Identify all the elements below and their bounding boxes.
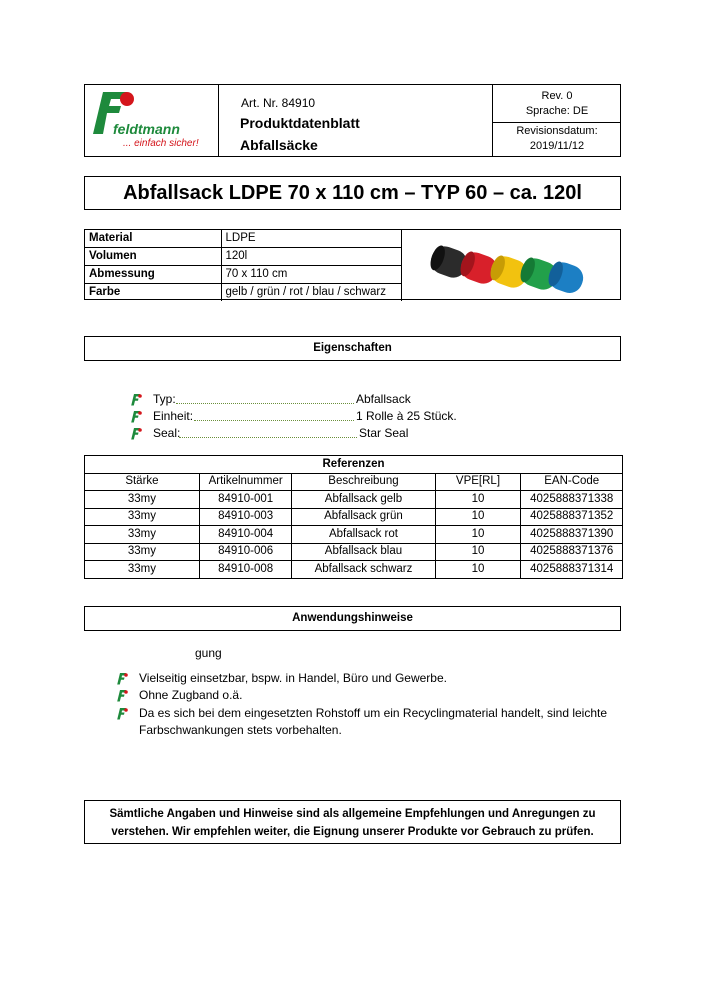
material-value: 70 x 110 cm	[221, 266, 401, 284]
table-cell: 4025888371314	[521, 561, 623, 579]
property-value: 1 Rolle à 25 Stück.	[356, 409, 457, 423]
material-value: gelb / grün / rot / blau / schwarz	[221, 284, 401, 302]
table-header-row	[85, 473, 623, 491]
property-label: Typ:	[153, 392, 176, 406]
feldtmann-f-icon	[116, 672, 128, 685]
document-type: Produktdatenblatt	[240, 115, 360, 131]
dotted-leader	[176, 403, 354, 404]
table-cell: 10	[435, 561, 521, 579]
material-key: Volumen	[85, 248, 221, 266]
divider	[493, 122, 621, 123]
revision-date: 2019/11/12	[529, 140, 585, 152]
table-cell: Abfallsack grün	[292, 508, 435, 526]
product-title: Abfallsack LDPE 70 x 110 cm – TYP 60 – ca. 120l	[84, 176, 621, 210]
material-key: Material	[85, 230, 221, 248]
clipped-text-fragment: gung	[195, 646, 222, 660]
table-row	[85, 230, 401, 248]
feldtmann-f-icon	[130, 393, 142, 406]
disclaimer-line: verstehen. Wir empfehlen weiter, die Eignung unserer Produkte vor Gebrauch zu prüfen.	[111, 826, 594, 838]
slogan: ... einfach sicher!	[123, 138, 199, 149]
table-cell: 33my	[85, 508, 200, 526]
table-cell: 10	[435, 508, 521, 526]
material-table	[84, 229, 621, 300]
disclaimer-line: Sämtliche Angaben und Hinweise sind als allgemeine Empfehlungen und Anregungen zu	[109, 808, 596, 820]
table-cell: 10	[435, 543, 521, 561]
property-label: Seal:	[153, 426, 181, 440]
table-cell: Abfallsack rot	[292, 526, 435, 544]
revision-date-label: Revisionsdatum:	[516, 125, 598, 137]
table-row	[85, 284, 401, 302]
usage-text: Ohne Zugband o.ä.	[139, 688, 243, 702]
product-category: Abfallsäcke	[240, 137, 318, 153]
property-row	[130, 425, 470, 442]
table-cell: 10	[435, 491, 521, 509]
table-cell: 4025888371352	[521, 508, 623, 526]
table-row	[85, 561, 623, 579]
table-cell: Abfallsack blau	[292, 543, 435, 561]
feldtmann-f-icon	[130, 410, 142, 423]
table-cell: 33my	[85, 526, 200, 544]
usage-text: Da es sich bei dem eingesetzten Rohstoff um ein Recyclingmaterial handelt, sind leichte Farbschwankungen stets vorbehalten.	[139, 706, 608, 737]
table-cell: 84910-008	[199, 561, 292, 579]
table-row	[85, 248, 401, 266]
table-cell: 4025888371338	[521, 491, 623, 509]
logo-cell	[85, 85, 219, 156]
logo-text: feldtmann	[113, 121, 180, 137]
table-row	[85, 508, 623, 526]
table-cell: 84910-001	[199, 491, 292, 509]
usage-item	[116, 687, 616, 704]
property-row	[130, 408, 470, 425]
column-header: Artikelnummer	[199, 473, 292, 491]
table-cell: 33my	[85, 543, 200, 561]
table-cell: 10	[435, 526, 521, 544]
table-title-row	[85, 456, 623, 474]
column-header: Beschreibung	[292, 473, 435, 491]
usage-item	[116, 705, 616, 741]
property-value: Abfallsack	[356, 392, 411, 406]
revision-cell	[492, 85, 621, 156]
table-cell: 4025888371376	[521, 543, 623, 561]
feldtmann-f-icon	[116, 689, 128, 702]
column-header: VPE[RL]	[435, 473, 521, 491]
table-row	[85, 526, 623, 544]
column-header: EAN-Code	[521, 473, 623, 491]
properties-header: Eigenschaften	[84, 336, 621, 361]
usage-header: Anwendungshinweise	[84, 606, 621, 631]
table-cell: 84910-006	[199, 543, 292, 561]
material-value: LDPE	[221, 230, 401, 248]
usage-text: Vielseitig einsetzbar, bspw. in Handel, Büro und Gewerbe.	[139, 671, 447, 685]
table-row	[85, 543, 623, 561]
table-cell: 84910-004	[199, 526, 292, 544]
dotted-leader	[194, 420, 354, 421]
material-key: Abmessung	[85, 266, 221, 284]
table-cell: Abfallsack gelb	[292, 491, 435, 509]
feldtmann-f-icon	[116, 707, 128, 720]
property-label: Einheit:	[153, 409, 194, 423]
table-row	[85, 491, 623, 509]
property-value: Star Seal	[359, 426, 409, 440]
document-header	[84, 84, 621, 157]
material-key: Farbe	[85, 284, 221, 302]
table-cell: 33my	[85, 491, 200, 509]
table-cell: Abfallsack schwarz	[292, 561, 435, 579]
material-value: 120l	[221, 248, 401, 266]
references-title: Referenzen	[85, 456, 623, 474]
article-number: Art. Nr. 84910	[241, 96, 316, 110]
dotted-leader	[179, 437, 357, 438]
table-cell: 4025888371390	[521, 526, 623, 544]
table-cell: 33my	[85, 561, 200, 579]
revision: Rev. 0	[541, 90, 573, 102]
table-row	[85, 266, 401, 284]
clipped-text	[195, 646, 235, 662]
disclaimer-box	[84, 800, 621, 844]
bag-rolls-image	[427, 234, 587, 298]
references-table	[84, 455, 623, 579]
column-header: Stärke	[85, 473, 200, 491]
usage-item	[116, 670, 616, 687]
language: Sprache: DE	[525, 105, 589, 117]
property-row	[130, 391, 470, 408]
table-cell: 84910-003	[199, 508, 292, 526]
feldtmann-f-icon	[130, 427, 142, 440]
